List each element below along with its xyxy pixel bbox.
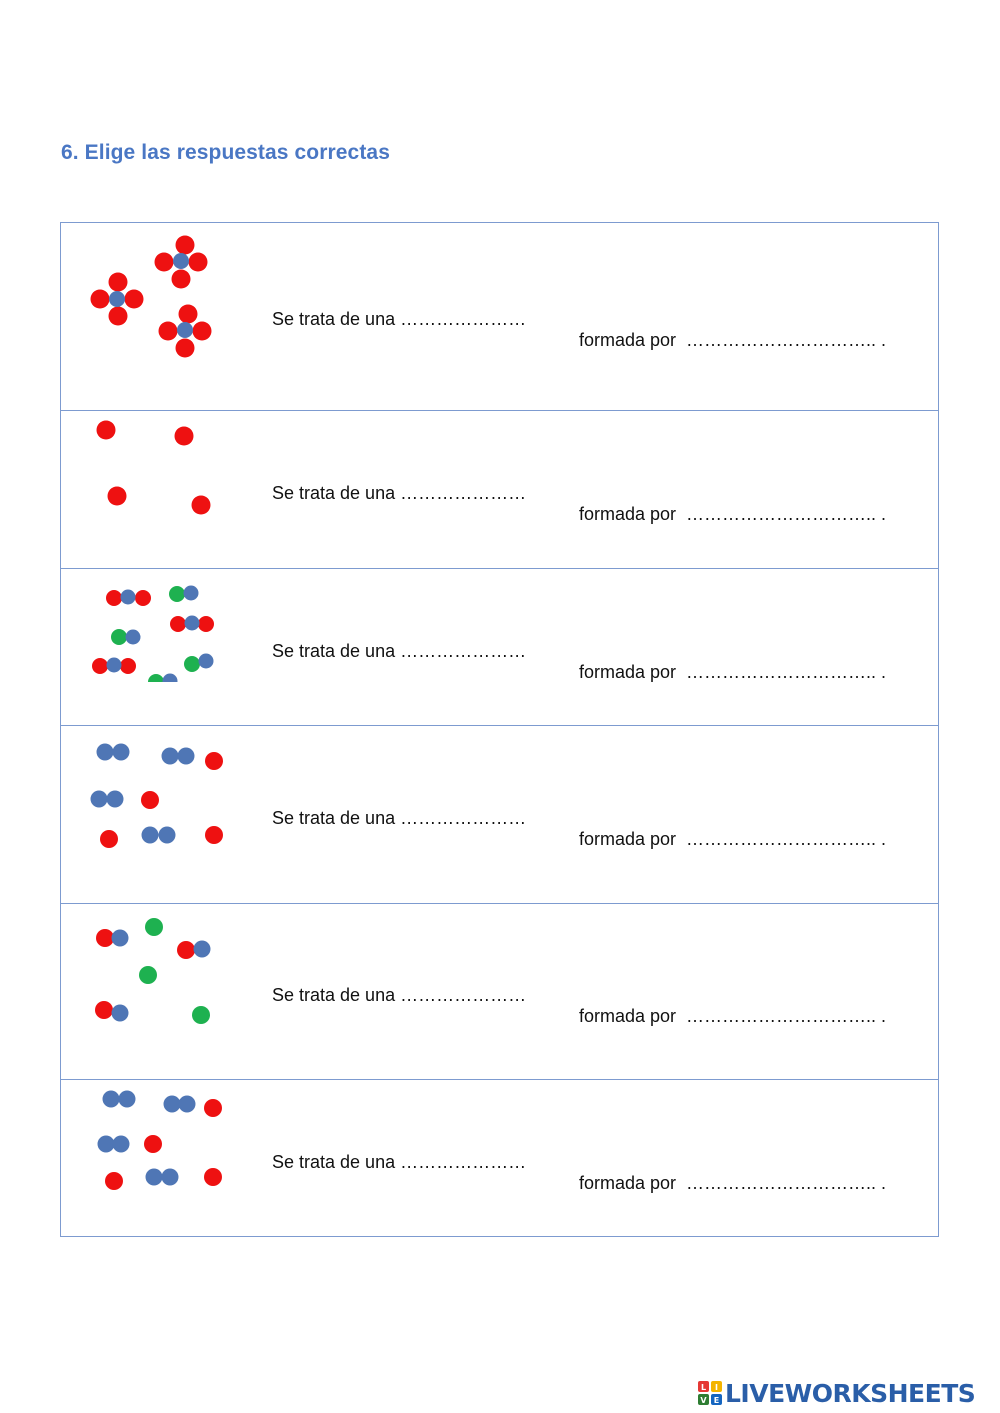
atom xyxy=(172,270,191,289)
atom xyxy=(120,658,136,674)
atom xyxy=(177,322,193,338)
exercise-title: 6. Elige las respuestas correctas xyxy=(61,141,390,164)
atom xyxy=(145,918,163,936)
atom xyxy=(106,590,122,606)
liveworksheets-logo[interactable] xyxy=(698,1376,975,1410)
atom xyxy=(178,748,195,765)
atom xyxy=(109,307,128,326)
row-6-text-part1: Se trata de una ………………… xyxy=(272,1152,527,1172)
row-1-text-part1: Se trata de una ………………… xyxy=(272,309,527,329)
atom xyxy=(135,590,151,606)
svg-text:I: I xyxy=(715,1383,718,1392)
atom xyxy=(162,748,179,765)
atom xyxy=(121,590,136,605)
atom xyxy=(176,339,195,358)
atom xyxy=(175,427,194,446)
atom xyxy=(159,322,178,341)
atom xyxy=(146,1169,163,1186)
svg-text:E: E xyxy=(713,1396,720,1405)
logo-text: LIVEWORKSHEETS xyxy=(725,1378,976,1408)
exercise-row-4 xyxy=(61,725,938,903)
atom xyxy=(189,253,208,272)
exercise-row-6 xyxy=(61,1079,938,1236)
atom xyxy=(179,305,198,324)
svg-text:L: L xyxy=(700,1383,707,1392)
particle-diagram-6 xyxy=(61,1080,261,1237)
atom xyxy=(119,1091,136,1108)
atom xyxy=(113,744,130,761)
atom xyxy=(205,752,223,770)
liveworksheets-logo-icon xyxy=(698,1381,722,1405)
atom xyxy=(155,253,174,272)
row-2-text-part2: formada por ………………………….. . xyxy=(579,504,887,524)
atom xyxy=(91,290,110,309)
row-5-text-part1: Se trata de una ………………… xyxy=(272,985,527,1005)
row-4-text-part1: Se trata de una ………………… xyxy=(272,808,527,828)
atom xyxy=(179,1096,196,1113)
molecule-3 xyxy=(159,305,212,358)
atom xyxy=(98,1136,115,1153)
atom xyxy=(193,322,212,341)
svg-text:V: V xyxy=(700,1396,707,1405)
atom xyxy=(204,1168,222,1186)
row-5-text-part2: formada por ………………………….. . xyxy=(579,1006,887,1026)
atom xyxy=(105,1172,123,1190)
exercise-row-3 xyxy=(61,568,938,725)
atom xyxy=(177,941,195,959)
row-3-sentence xyxy=(272,620,887,704)
atom xyxy=(184,586,199,601)
atom xyxy=(112,1005,129,1022)
atom xyxy=(159,827,176,844)
exercise-table xyxy=(60,222,939,1237)
atom xyxy=(162,1169,179,1186)
exercise-row-1 xyxy=(61,223,938,410)
row-1-sentence xyxy=(272,288,887,372)
atom xyxy=(170,616,186,632)
atom xyxy=(173,253,189,269)
atom xyxy=(169,586,185,602)
atom xyxy=(141,791,159,809)
particle-diagram-3 xyxy=(61,569,261,726)
row-6-sentence xyxy=(272,1131,887,1215)
atom xyxy=(109,291,125,307)
atom xyxy=(199,654,214,669)
atom xyxy=(96,929,114,947)
row-2-text-part1: Se trata de una ………………… xyxy=(272,483,527,503)
row-1-text-part2: formada por ………………………….. . xyxy=(579,330,887,350)
particle-diagram-1 xyxy=(61,223,261,410)
atom xyxy=(192,496,211,515)
atom xyxy=(92,658,108,674)
atom xyxy=(108,487,127,506)
atom xyxy=(192,1006,210,1024)
molecule-2 xyxy=(155,236,208,289)
row-3-text-part1: Se trata de una ………………… xyxy=(272,641,527,661)
atom xyxy=(107,791,124,808)
atom xyxy=(126,630,141,645)
atom xyxy=(125,290,144,309)
atom xyxy=(139,966,157,984)
atom xyxy=(111,629,127,645)
row-3-text-part2: formada por ………………………….. . xyxy=(579,662,887,682)
atom xyxy=(198,616,214,632)
row-4-sentence xyxy=(272,787,887,871)
row-4-text-part2: formada por ………………………….. . xyxy=(579,829,887,849)
atom xyxy=(91,791,108,808)
atom xyxy=(97,421,116,440)
atom xyxy=(95,1001,113,1019)
atom xyxy=(176,236,195,255)
atom xyxy=(185,616,200,631)
atom xyxy=(194,941,211,958)
row-2-sentence xyxy=(272,462,887,546)
atom xyxy=(142,827,159,844)
exercise-row-5 xyxy=(61,903,938,1079)
atom xyxy=(204,1099,222,1117)
atom xyxy=(107,658,122,673)
atom xyxy=(163,674,178,689)
particle-diagram-4 xyxy=(61,726,261,904)
atom xyxy=(113,1136,130,1153)
exercise-row-2 xyxy=(61,410,938,568)
atom xyxy=(100,830,118,848)
molecule-1 xyxy=(91,273,144,326)
particle-diagram-5 xyxy=(61,904,261,1080)
atom xyxy=(144,1135,162,1153)
atom xyxy=(148,674,164,690)
atom xyxy=(109,273,128,292)
atom xyxy=(184,656,200,672)
atom xyxy=(205,826,223,844)
atom xyxy=(97,744,114,761)
row-6-text-part2: formada por ………………………….. . xyxy=(579,1173,887,1193)
atom xyxy=(103,1091,120,1108)
atom xyxy=(164,1096,181,1113)
row-5-sentence xyxy=(272,964,887,1048)
atom xyxy=(112,930,129,947)
particle-diagram-2 xyxy=(61,411,261,569)
